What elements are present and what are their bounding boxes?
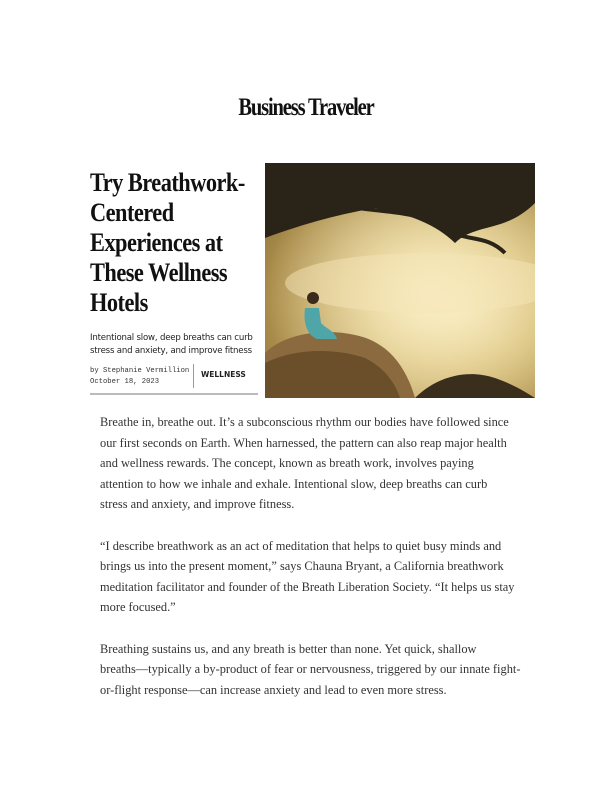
headline-line: These Wellness — [90, 258, 228, 287]
publication-logo: Business Traveler — [238, 94, 374, 121]
text-line: breaths—typically a by-product of fear or nervousness, triggered by our innate fight- — [100, 662, 521, 677]
text-line: Breathe in, breathe out. It’s a subconscious rhythm our bodies have followed since — [100, 415, 509, 429]
text-line: more focused.” — [100, 600, 176, 615]
dek-line: Intentional slow, deep breaths can curb — [90, 333, 253, 343]
meditation-scene-illustration — [265, 163, 535, 398]
text-line: or-flight response—can increase anxiety and lead to even more stress. — [100, 682, 447, 697]
text-line: meditation facilitator and founder of the Breath Liberation Society. “It helps us stay — [100, 579, 515, 594]
text-line: attention to how we inhale and exhale. Intentional slow, deep breaths can curb — [100, 476, 488, 491]
byline — [90, 366, 189, 388]
publish-date: October 18, 2023 — [90, 378, 160, 386]
text-line: brings us into the present moment,” says Chauna Bryant, a California breathwork — [100, 559, 504, 574]
author: by Stephanie Vermillion — [90, 367, 190, 375]
header-rule — [90, 393, 258, 395]
hero-image — [265, 163, 535, 398]
text-line: “I describe breathwork as an act of meditation that helps to quiet busy minds and — [100, 538, 502, 553]
headline-line: Hotels — [90, 288, 148, 317]
article-headline — [90, 168, 265, 318]
text-line: Breathing sustains us, and any breath is better than none. Yet quick, shallow — [100, 641, 477, 656]
headline-line: Try Breathwork- — [90, 168, 245, 197]
text-line: and wellness rewards. The concept, known as breath work, involves paying — [100, 456, 474, 471]
headline-line: Experiences at — [90, 228, 223, 257]
headline-line: Centered — [90, 198, 174, 227]
article-body — [100, 412, 540, 721]
text-line: stress and anxiety, and improve fitness. — [100, 497, 295, 512]
paragraph — [100, 536, 540, 618]
paragraph — [100, 412, 540, 515]
paragraph — [100, 639, 540, 701]
text-line: our first seconds on Earth. When harnessed, the pattern can also reap major health — [100, 435, 507, 450]
article-dek — [90, 332, 265, 358]
divider — [193, 364, 194, 388]
category-tag[interactable]: WELLNESS — [201, 370, 246, 379]
dek-line: stress and anxiety, and improve fitness — [90, 346, 252, 356]
